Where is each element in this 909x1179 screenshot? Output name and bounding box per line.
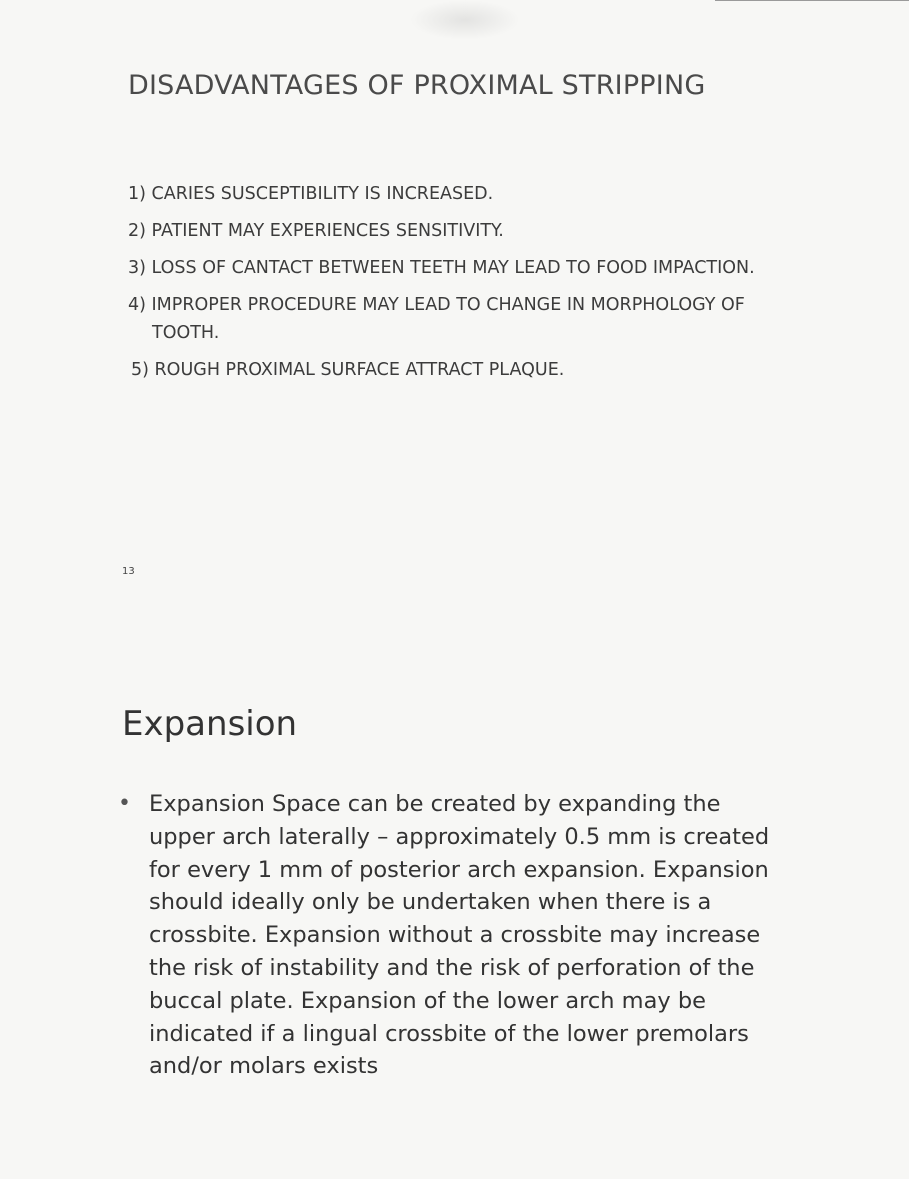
- page-number: 13: [122, 566, 135, 577]
- scan-smudge: [410, 0, 520, 40]
- bullet-text: Expansion Space can be created by expanding the upper arch laterally – approximately 0.5 mm is created for every 1 mm of posterior arch expansion. Expansion should ideally only be undertaken when there is a crossbite. Expansion without a crossbite may increase the risk of instability and the risk of perforation of the buccal plate. Expansion of the lower arch may be indicated if a lingual crossbite of the lower premolars and/or molars exists: [149, 791, 770, 1080]
- bullet-item: [118, 788, 778, 1083]
- scan-edge-line: [715, 0, 909, 1]
- section-title: Expansion: [122, 704, 298, 744]
- slide-title: DISADVANTAGES OF PROXIMAL STRIPPING: [128, 70, 706, 101]
- list-item: 4) IMPROPER PROCEDURE MAY LEAD TO CHANGE IN MORPHOLOGY OF TOOTH.: [128, 295, 745, 343]
- list-item: 5) ROUGH PROXIMAL SURFACE ATTRACT PLAQUE.: [131, 360, 565, 380]
- bullet-icon: •: [118, 791, 131, 816]
- disadvantages-list: [128, 180, 768, 393]
- list-item: 3) LOSS OF CANTACT BETWEEN TEETH MAY LEAD TO FOOD IMPACTION.: [128, 258, 755, 278]
- list-item: 1) CARIES SUSCEPTIBILITY IS INCREASED.: [128, 184, 494, 204]
- list-item: 2) PATIENT MAY EXPERIENCES SENSITIVITY.: [128, 221, 504, 241]
